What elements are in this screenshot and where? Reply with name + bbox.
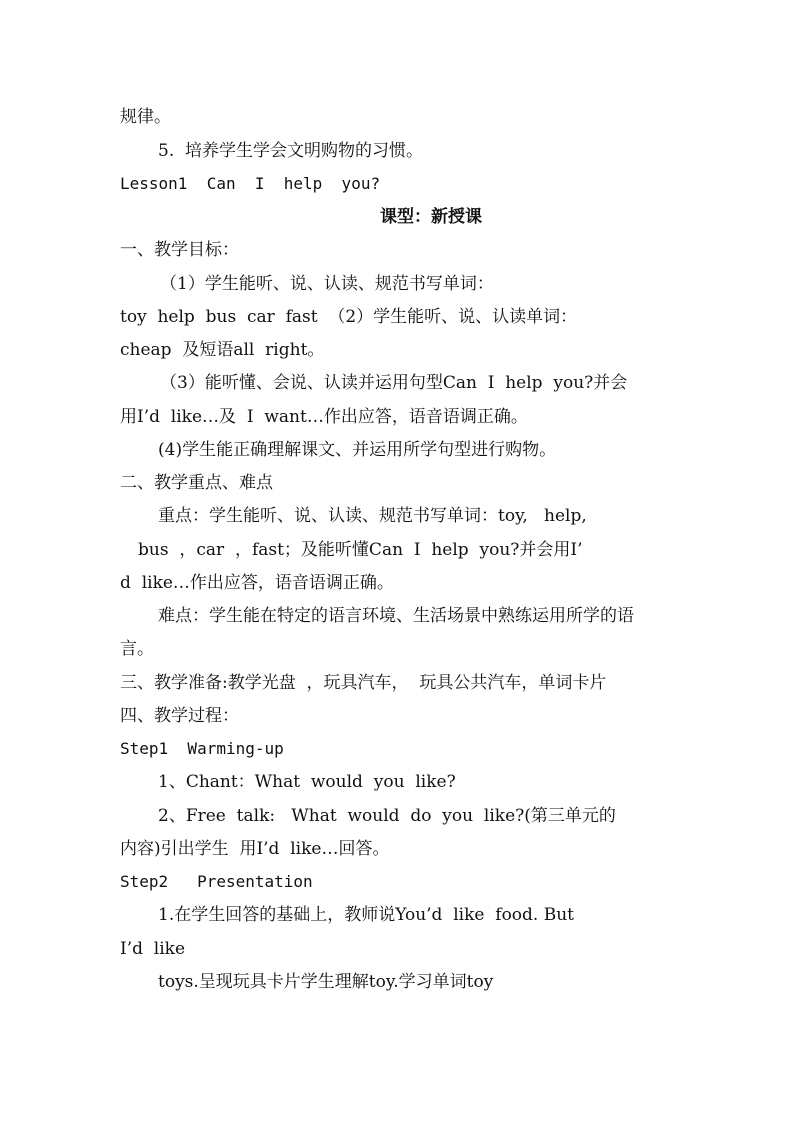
text-line-21: 1、Chant：What would you like? — [158, 772, 456, 792]
section-heading-1: 一、教学目标： — [120, 240, 239, 260]
text-line-15: d like…作出应答，语音语调正确。 — [120, 573, 394, 593]
step2-heading: Step2 Presentation — [120, 872, 313, 891]
text-line-25: 1.在学生回答的基础上，教师说You’d like food. But — [158, 905, 575, 925]
text-line-16: 难点：学生能在特定的语言环境、生活场景中熟练运用所学的语 — [158, 606, 634, 626]
text-line-23: 内容)引出学生 用I’d like…回答。 — [120, 839, 390, 859]
text-line-14: bus ，car ，fast；及能听懂Can I help you?并会用I’ — [138, 540, 583, 560]
section-heading-3: 三、教学准备:教学光盘 ，玩具汽车， 玩具公共汽车，单词卡片 — [120, 673, 607, 693]
text-line-10: 用I’d like…及 I want…作出应答，语音语调正确。 — [120, 407, 528, 427]
section-heading-2: 二、教学重点、难点 — [120, 473, 273, 493]
text-line-13: 重点：学生能听、说、认读、规范书写单词：toy, help, — [158, 506, 587, 526]
text-line-9: （3）能听懂、会说、认读并运用句型Can I help you?并会 — [160, 373, 628, 393]
text-line-7: toy help bus car fast （2）学生能听、说、认读单词： — [120, 307, 578, 327]
text-line-27: toys.呈现玩具卡片学生理解toy.学习单词toy — [158, 972, 494, 992]
text-line-6: （1）学生能听、说、认读、规范书写单词： — [160, 274, 494, 294]
step1-heading: Step1 Warming-up — [120, 739, 284, 758]
text-line-22: 2、Free talk: What would do you like?(第三单元的 — [158, 806, 616, 826]
lesson-title: Lesson1 Can I help you? — [120, 174, 381, 193]
text-line-26: I’d like — [120, 939, 186, 959]
text-line-2: 5. 培养学生学会文明购物的习惯。 — [158, 141, 424, 161]
section-heading-4: 四、教学过程： — [120, 706, 239, 726]
text-line-11: (4)学生能正确理解课文、并运用所学句型进行购物。 — [158, 440, 557, 460]
lesson-type: 课型：新授课 — [380, 207, 482, 227]
text-line-1: 规律。 — [120, 107, 171, 127]
text-line-8: cheap 及短语all right。 — [120, 340, 325, 360]
text-line-17: 言。 — [120, 639, 154, 659]
